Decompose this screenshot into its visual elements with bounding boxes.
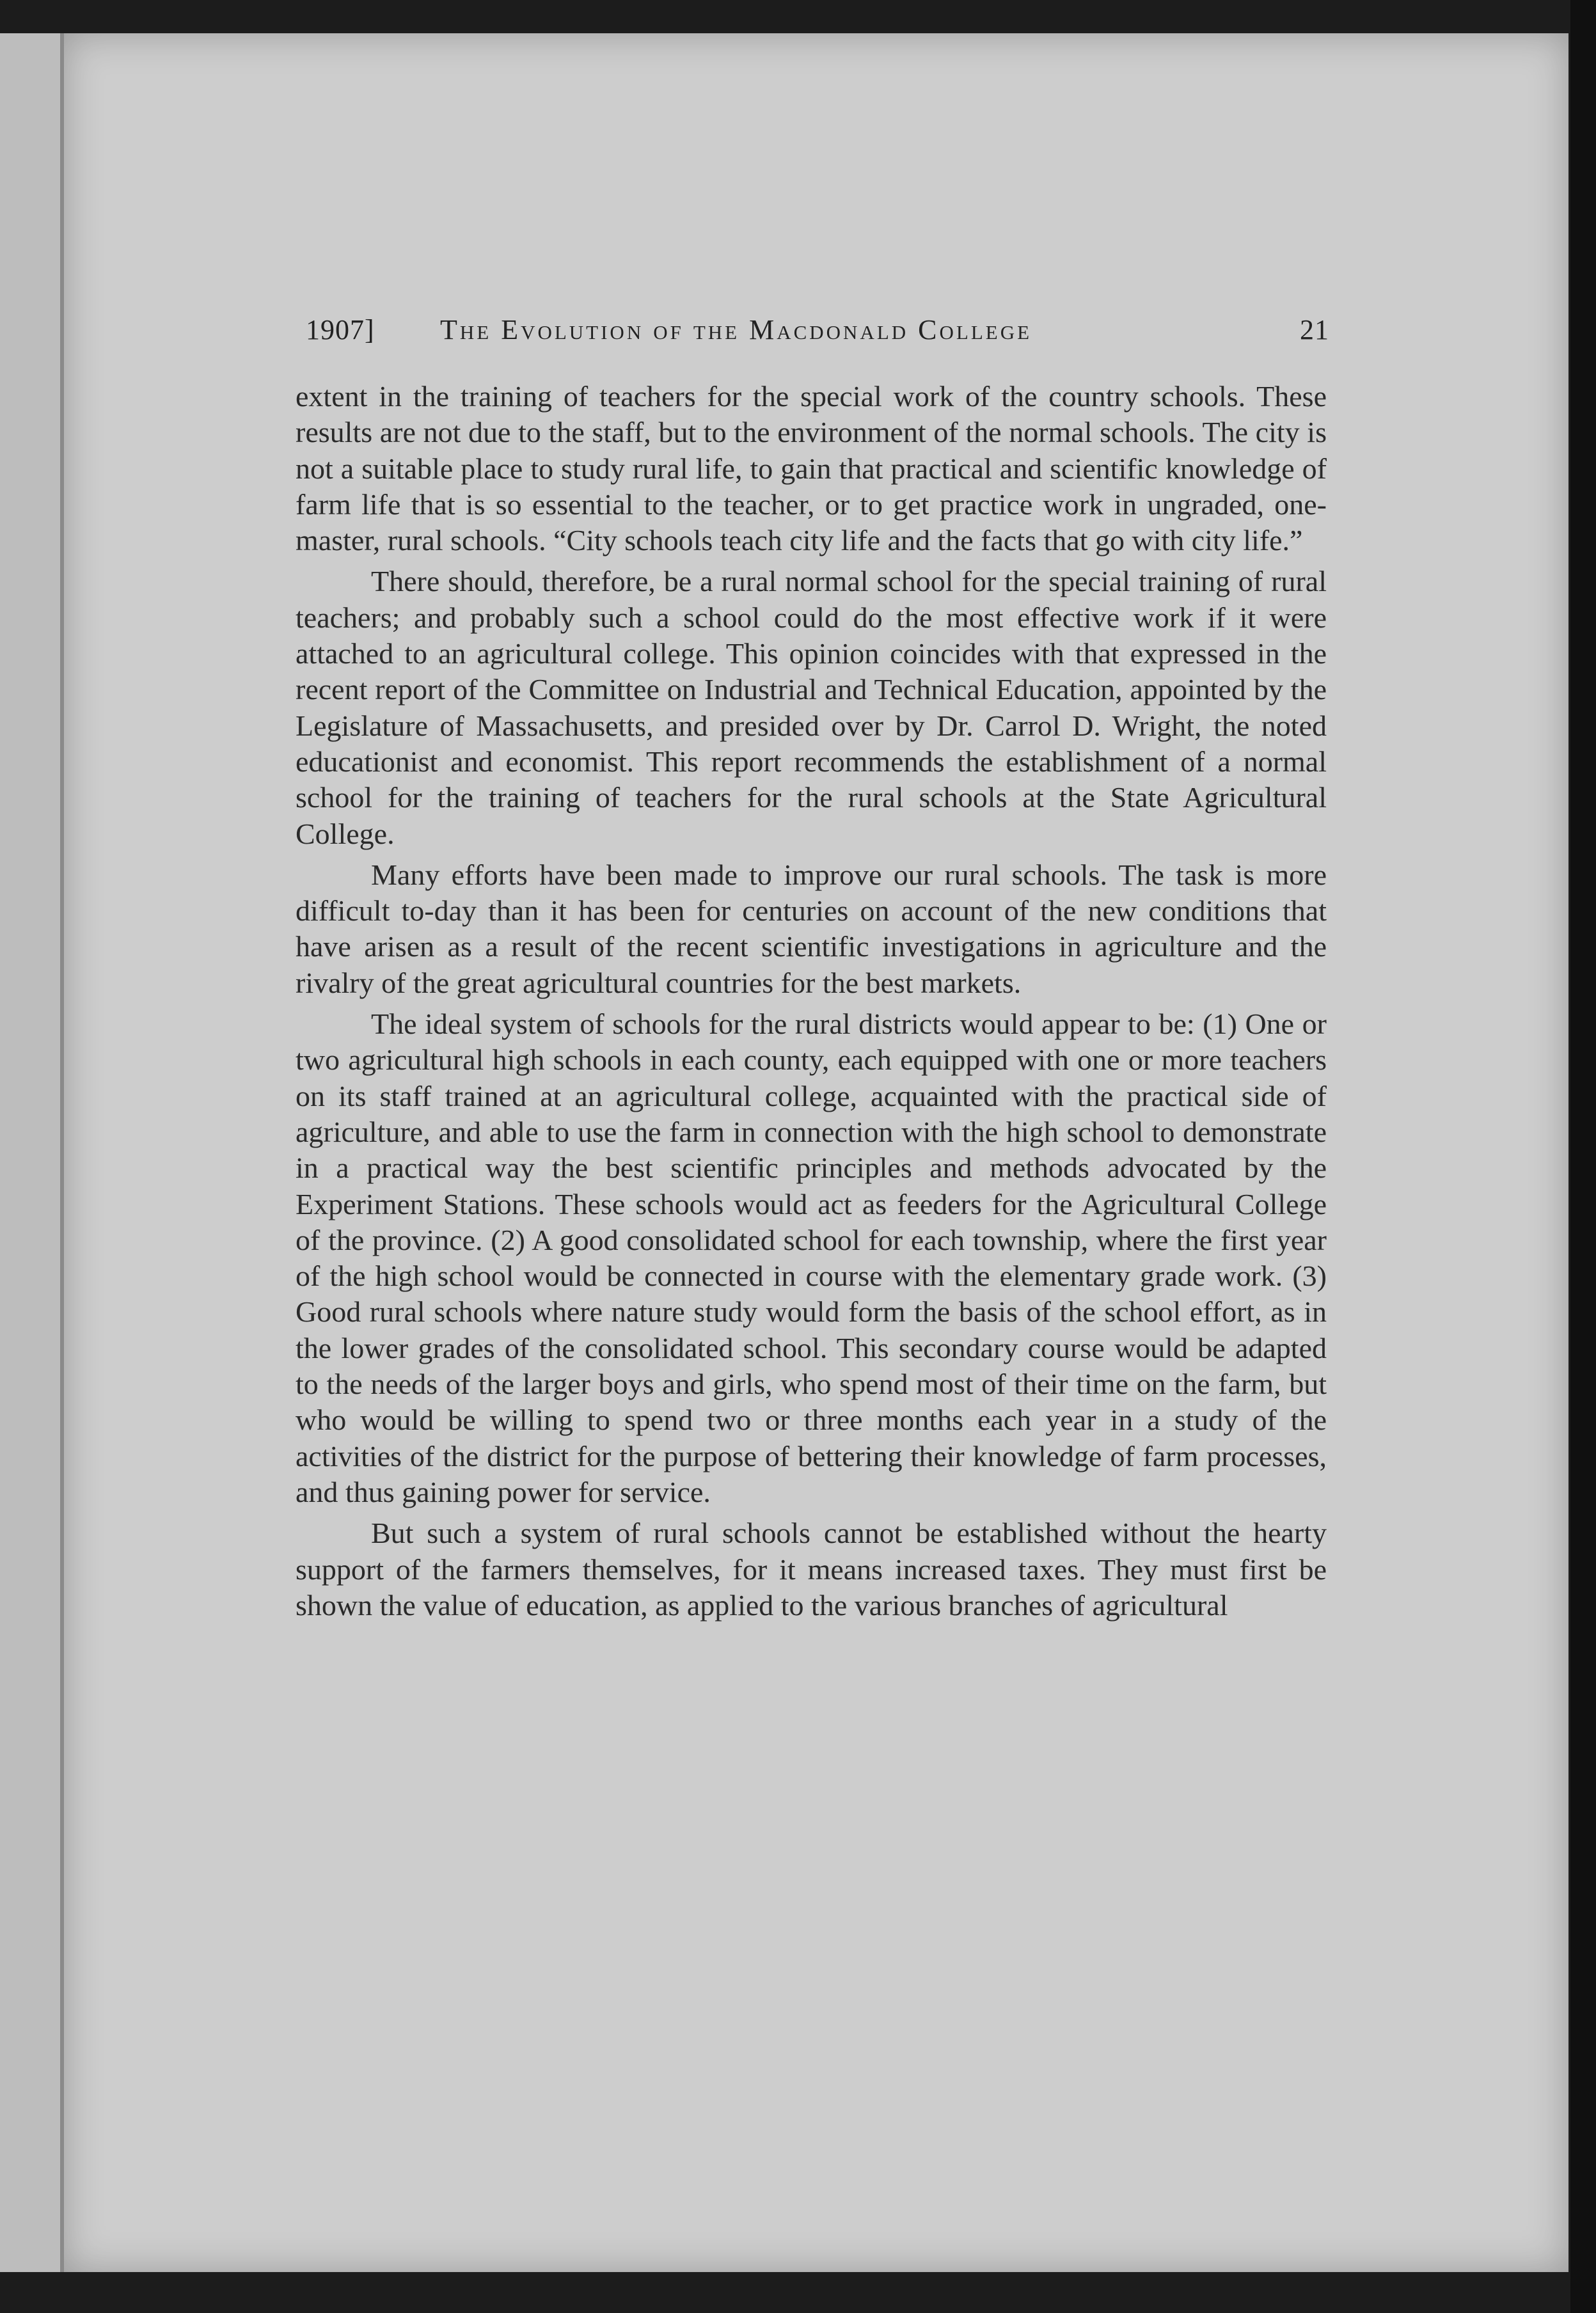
body-text: [296, 379, 1327, 1623]
facing-page-edge: [0, 33, 64, 2272]
paragraph-1: extent in the training of teachers for the special work of the country schools. These results are not due to the staff, but to the environment of the normal schools. The city is not a suitable place to study rural life, to gain that practical and scientific knowledge of farm life that is so essential to the teacher, or to get practice work in ungraded, one-master, rural schools. “City schools teach city life and the facts that go with city life.”: [296, 380, 1327, 557]
header-year: 1907]: [306, 314, 375, 345]
page-number: 21: [1300, 314, 1329, 345]
paragraph-5: But such a system of rural schools cannot be established without the hearty support of the farmers themselves, for it means increased taxes. They must first be shown the value of education, as applied to the various branches of agricultural: [296, 1517, 1327, 1622]
scan-border: [1570, 0, 1596, 2313]
running-header: [306, 313, 1329, 352]
running-title: The Evolution of the Macdonald College: [440, 314, 1032, 345]
paragraph-4: The ideal system of schools for the rural districts would appear to be: (1) One or two agricultural high schools in each county, each equipped with one or more teachers on its staff trained at an agricultural college, acquainted with the practical side of agriculture, and able to use the farm in connection with the high school to demonstrate in a practical way the best scientific principles and methods advocated by the Experiment Stations. These schools would act as feeders for the Agricultural College of the province. (2) A good consolidated school for each township, where the first year of the high school would be connected in course with the elementary grade work. (3) Good rural schools where nature study would form the basis of the school effort, as in the lower grades of the consolidated school. This secondary course would be adapted to the needs of the larger boys and girls, who spend most of their time on the farm, but who would be willing to spend two or three months each year in a study of the activities of the district for the purpose of bettering their knowledge of farm processes, and thus gaining power for service.: [296, 1007, 1327, 1508]
paragraph-2: There should, therefore, be a rural normal school for the special training of rural teachers; and probably such a school could do the most effective work if it were attached to an agricultural college. This opinion coincides with that expressed in the recent report of the Committee on Industrial and Technical Education, appointed by the Legislature of Massachusetts, and presided over by Dr. Carrol D. Wright, the noted educationist and economist. This report recommends the establishment of a normal school for the training of teachers for the rural schools at the State Agricultural College.: [296, 565, 1327, 850]
paragraph-3: Many efforts have been made to improve our rural schools. The task is more difficult to-day than it has been for centuries on account of the new conditions that have arisen as a result of the recent scientific investigations in agriculture and the rivalry of the great agricultural countries for the best markets.: [296, 858, 1327, 999]
